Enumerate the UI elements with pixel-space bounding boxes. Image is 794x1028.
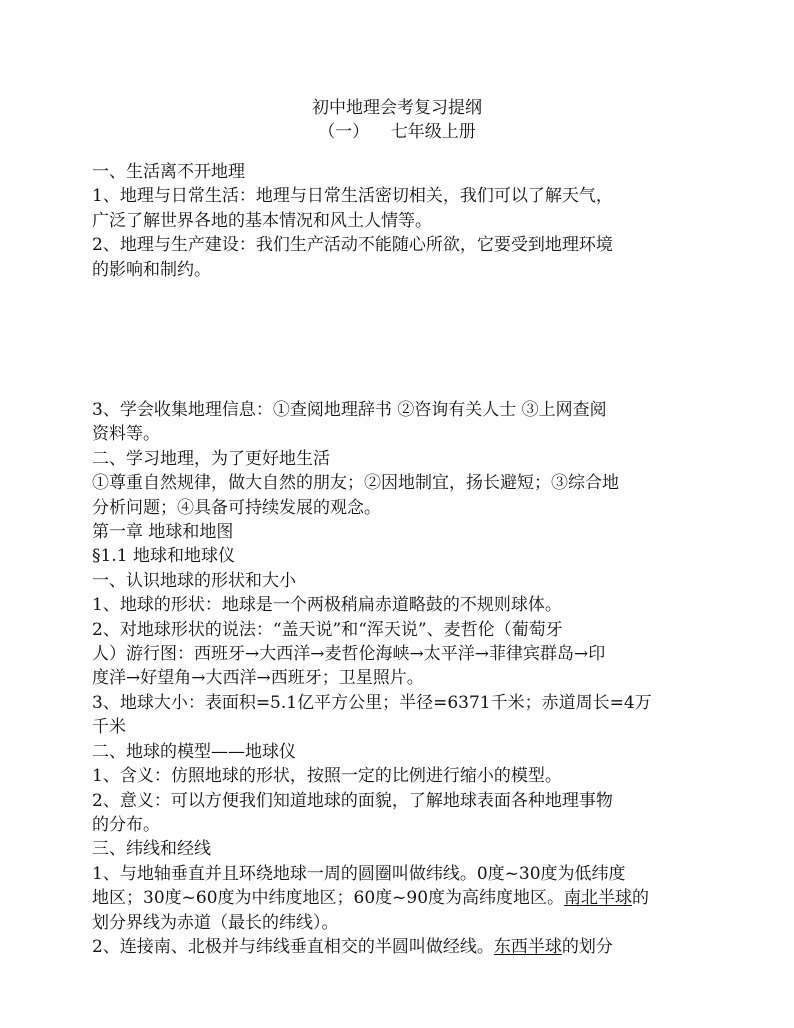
text-line: 广泛了解世界各地的基本情况和风土人情等。 <box>92 210 432 231</box>
text-segment: 2、连接南、北极并与纬线垂直相交的半圆叫做经线。 <box>92 936 494 957</box>
text-line: 1、与地轴垂直并且环绕地球一周的圆圈叫做纬线。0度~30度为低纬度 <box>92 863 626 884</box>
text-line: 分析问题；④具备可持续发展的观念。 <box>92 497 381 518</box>
heading-line: 一、认识地球的形状和大小 <box>92 570 296 591</box>
text-segment: 地区；30度~60度为中纬度地区；60度~90度为高纬度地区。 <box>92 888 565 909</box>
text-line <box>92 935 704 959</box>
document-subtitle: （一） 七年级上册 <box>318 122 476 142</box>
text-line: 3、学会收集地理信息：①查阅地理辞书 ②咨询有关人士 ③上网查阅 <box>92 400 607 420</box>
underlined-term-ns: 南北半球 <box>564 888 633 909</box>
text-line <box>92 886 704 910</box>
section-main-content <box>92 398 704 959</box>
text-line: 的分布。 <box>92 814 160 835</box>
text-line: 划分界线为赤道（最长的纬线）。 <box>92 912 339 933</box>
heading-line: 一、生活离不开地理 <box>92 162 245 182</box>
heading-line: 三、纬线和经线 <box>92 839 211 860</box>
text-segment: 的 <box>632 888 650 909</box>
text-line: 人）游行图：西班牙→大西洋→麦哲伦海峡→太平洋→菲律宾群岛→印 <box>92 644 606 665</box>
document-title: 初中地理会考复习提纲 <box>312 98 482 118</box>
underlined-term-ew: 东西半球 <box>493 936 562 957</box>
section-heading: §1.1 地球和地球仪 <box>92 546 235 567</box>
text-line: 2、地理与生产建设：我们生产活动不能随心所欲，它要受到地理环境 <box>92 235 613 256</box>
text-segment: 的划分 <box>561 936 613 957</box>
text-line: 2、对地球形状的说法：“盖天说”和“浑天说”、麦哲伦（葡萄牙 <box>92 619 563 640</box>
text-line: 千米 <box>92 717 126 738</box>
text-line: 1、含义：仿照地球的形状，按照一定的比例进行缩小的模型。 <box>92 766 562 787</box>
text-line: ①尊重自然规律，做大自然的朋友；②因地制宜，扬长避短；③综合地 <box>92 473 619 494</box>
section-life-and-geography <box>92 160 704 282</box>
heading-line: 二、地球的模型——地球仪 <box>92 741 296 762</box>
text-line: 3、地球大小：表面积=5.1亿平方公里；半径=6371千米；赤道周长=4万 <box>92 692 652 713</box>
text-line: 资料等。 <box>92 424 160 445</box>
text-line: 1、地球的形状：地球是一个两极稍扁赤道略鼓的不规则球体。 <box>92 595 562 616</box>
heading-line: 二、学习地理，为了更好地生活 <box>92 448 330 469</box>
text-line: 度洋→好望角→大西洋→西班牙；卫星照片。 <box>92 668 424 689</box>
text-line: 的影响和制约。 <box>92 259 211 280</box>
text-line: 1、地理与日常生活：地理与日常生活密切相关，我们可以了解天气， <box>92 186 613 207</box>
text-line: 2、意义：可以方便我们知道地球的面貌，了解地球表面各种地理事物 <box>92 790 613 811</box>
chapter-heading: 第一章 地球和地图 <box>92 522 234 543</box>
